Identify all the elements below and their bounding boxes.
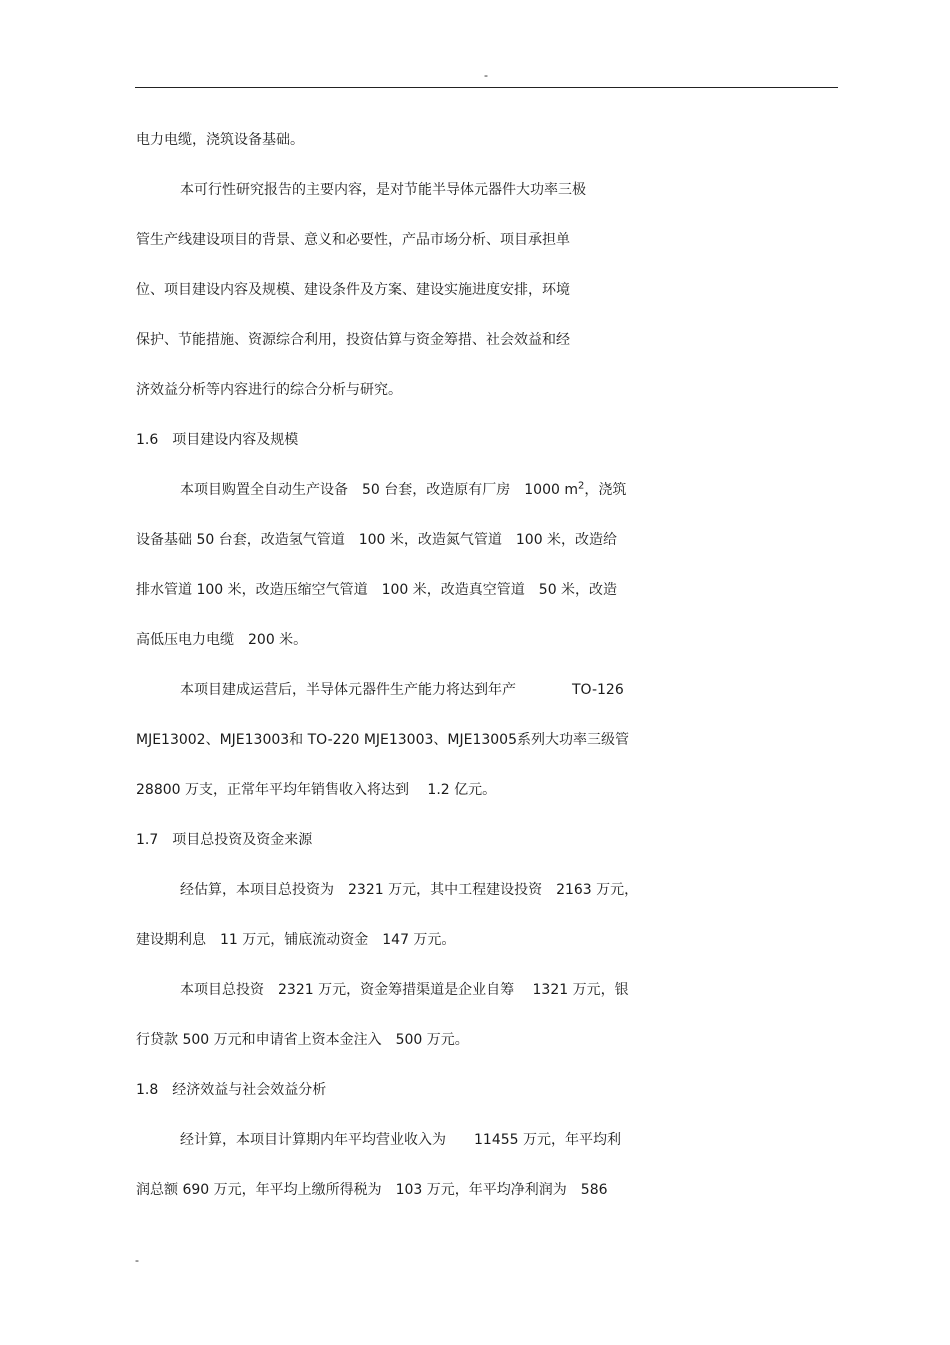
paragraph-line: 润总额 690 万元，年平均上缴所得税为 103 万元，年平均净利润为 586 (136, 1182, 608, 1198)
section-heading-1-6: 1.6 项目建设内容及规模 (136, 432, 299, 448)
paragraph-line: 建设期利息 11 万元，铺底流动资金 147 万元。 (136, 932, 456, 948)
paragraph-line: 行贷款 500 万元和申请省上资本金注入 500 万元。 (136, 1032, 469, 1048)
paragraph-line (180, 478, 844, 502)
paragraph-line: 位、项目建设内容及规模、建设条件及方案、建设实施进度安排，环境 (136, 282, 570, 298)
paragraph-line: 本可行性研究报告的主要内容，是对节能半导体元器件大功率三极 (180, 182, 586, 198)
section-heading-1-7: 1.7 项目总投资及资金来源 (136, 832, 313, 848)
paragraph-line: 管生产线建设项目的背景、意义和必要性，产品市场分析、项目承担单 (136, 232, 570, 248)
paragraph-line: 排水管道 100 米，改造压缩空气管道 100 米，改造真空管道 50 米，改造 (136, 582, 618, 598)
superscript: 2 (577, 480, 585, 492)
line-text: ，浇筑 (584, 482, 627, 498)
header-mark: - (484, 68, 488, 82)
section-heading-1-8: 1.8 经济效益与社会效益分析 (136, 1082, 327, 1098)
line-text: 本项目购置全自动生产设备 50 台套，改造原有厂房 1000 m (180, 482, 578, 498)
paragraph-line: 保护、节能措施、资源综合利用，投资估算与资金筹措、社会效益和经 (136, 332, 570, 348)
paragraph-line: 28800 万支，正常年平均年销售收入将达到 1.2 亿元。 (136, 782, 497, 798)
paragraph-line: MJE13002、MJE13003和 TO-220 MJE13003、MJE13005系列大功率三级管 (136, 732, 629, 748)
paragraph-line: 电力电缆，浇筑设备基础。 (136, 132, 304, 148)
header-rule (135, 87, 838, 88)
paragraph-line: 经估算，本项目总投资为 2321 万元，其中工程建设投资 2163 万元， (180, 882, 639, 898)
footer-mark: - (135, 1253, 139, 1267)
paragraph-line: 设备基础 50 台套，改造氢气管道 100 米，改造氮气管道 100 米，改造给 (136, 532, 618, 548)
paragraph-line: 济效益分析等内容进行的综合分析与研究。 (136, 382, 402, 398)
paragraph-line: 高低压电力电缆 200 米。 (136, 632, 308, 648)
paragraph-line: 本项目建成运营后，半导体元器件生产能力将达到年产 TO-126 (180, 682, 624, 698)
paragraph-line: 经计算，本项目计算期内年平均营业收入为 11455 万元，年平均利 (180, 1132, 621, 1148)
paragraph-line: 本项目总投资 2321 万元，资金筹措渠道是企业自筹 1321 万元，银 (180, 982, 629, 998)
